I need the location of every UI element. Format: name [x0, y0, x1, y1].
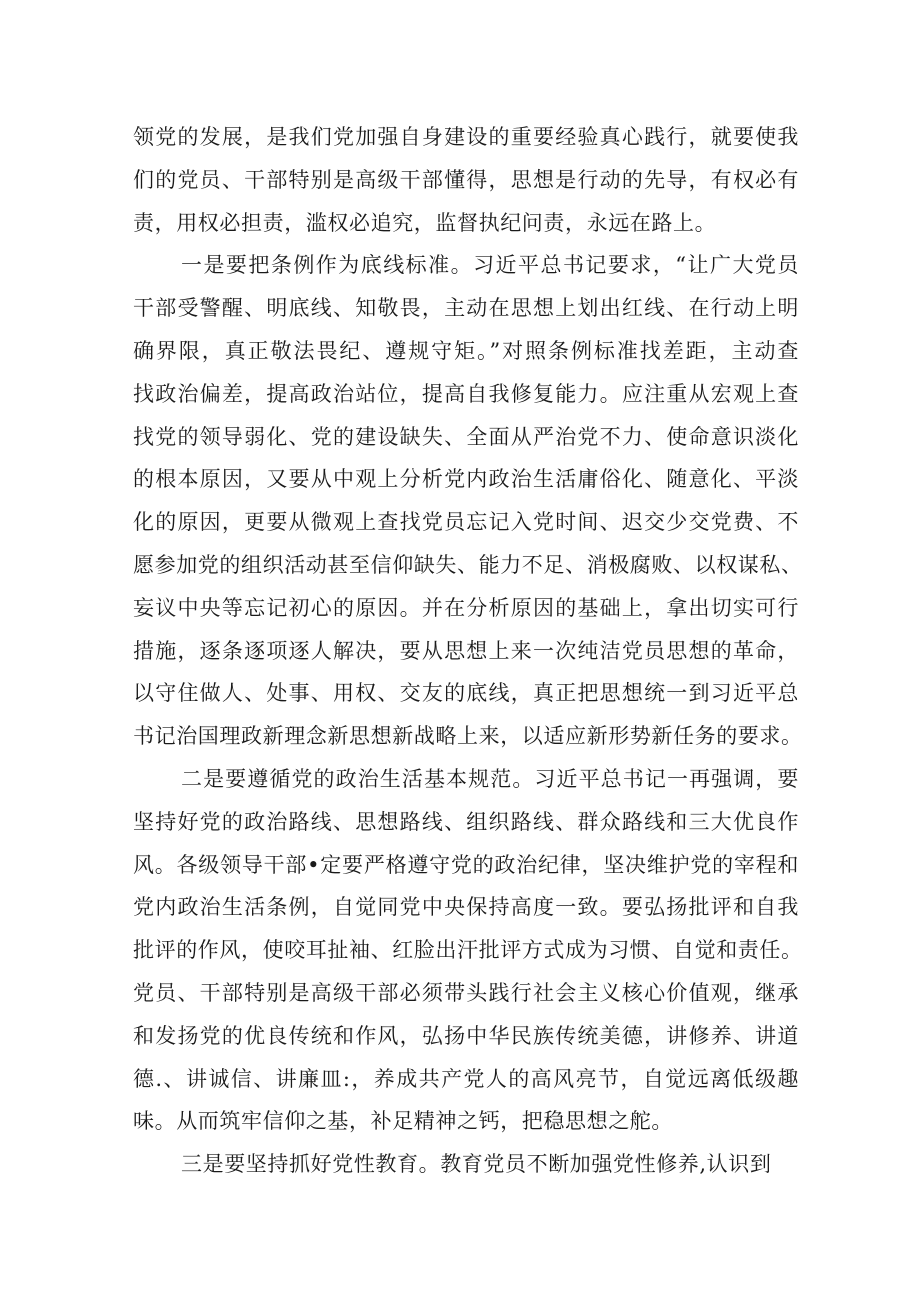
text-line: 找政治偏差，提高政治站位，提高自我修复能力。应注重从宏观上查: [133, 381, 799, 406]
paragraph-1: [133, 116, 799, 244]
paragraph-3: [133, 758, 803, 1143]
text-line: 味。从而筑牢信仰之基，补足精神之钙，把稳思想之舵。: [133, 1109, 673, 1134]
text-line: 和发扬党的优良传统和作风，弘扬中华民族传统美德，讲修养、讲道: [133, 1023, 799, 1048]
text-line: 书记治国理政新理念新思想新战略上来，以适应新形势新任务的要求。: [133, 724, 803, 749]
text-line: 的根本原因，又要从中观上分析党内政治生活庸俗化、随意化、平淡: [133, 467, 799, 492]
text-line: 一是要把条例作为底线标准。习近平总书记要求，“让广大党员: [181, 253, 799, 278]
text-line: 风。各级领导干部•定要严格遵守党的政治纪律，坚决维护党的宰程和: [133, 852, 799, 877]
text-line: 措施，逐条逐项逐人解决，要从思想上来一次纯洁党员思想的革命，: [133, 638, 799, 663]
text-line: 妄议中央等忘记初心的原因。并在分析原因的基础上，拿出切实可行: [133, 595, 799, 620]
text-line: 干部受警醒、明底线、知敬畏，主动在思想上划出红线、在行动上明: [133, 296, 799, 321]
text-line: 批评的作风，使咬耳扯袖、红脸出汗批评方式成为习惯、自觉和责任。: [133, 938, 803, 963]
paragraph-2: [133, 244, 803, 758]
text-line: 责，用权必担责，滥权必追究，监督执纪问责，永远在路上。: [133, 210, 717, 235]
text-line: 德.、讲诚信、讲廉皿:，养成共产党人的高风亮节，自觉远离低级趣: [133, 1066, 799, 1091]
text-line: 领党的发展，是我们党加强自身建设的重要经验真心践行，就要使我: [133, 125, 799, 149]
text-line: 确界限，真正敬法畏纪、遵规守矩。”对照条例标准找差距，主动查: [133, 338, 799, 363]
text-line: 党内政治生活条例，自觉同党中央保持高度一致。要弘扬批评和自我: [133, 895, 799, 920]
text-line: 二是要遵循党的政治生活基本规范。习近平总书记一再强调，要: [181, 766, 799, 791]
text-line: 坚持好党的政治路线、思想路线、组织路线、群众路线和三大优良作: [133, 809, 799, 834]
text-line: 化的原因，更要从微观上查找党员忘记入党时间、迟交少交党费、不: [133, 510, 799, 535]
text-line: 们的党员、干部特别是高级干部懂得，思想是行动的先导，有权必有: [133, 167, 799, 192]
document-body: [133, 116, 803, 1186]
text-line: 找党的领导弱化、党的建设缺失、全面从严治党不力、使命意识淡化: [133, 424, 799, 449]
text-line: 愿参加党的组织活动甚至信仰缺失、能力不足、消极腐败、以权谋私、: [133, 552, 803, 577]
paragraph-4: [133, 1143, 799, 1186]
text-line: 三是要坚持抓好党性教育。教育党员不断加强党性修养,认识到: [181, 1152, 772, 1177]
text-line: 党员、干部特别是高级干部必须带头践行社会主义核心价值观，继承: [133, 980, 799, 1005]
text-line: 以守住做人、处事、用权、交友的底线，真正把思想统一到习近平总: [133, 681, 799, 706]
